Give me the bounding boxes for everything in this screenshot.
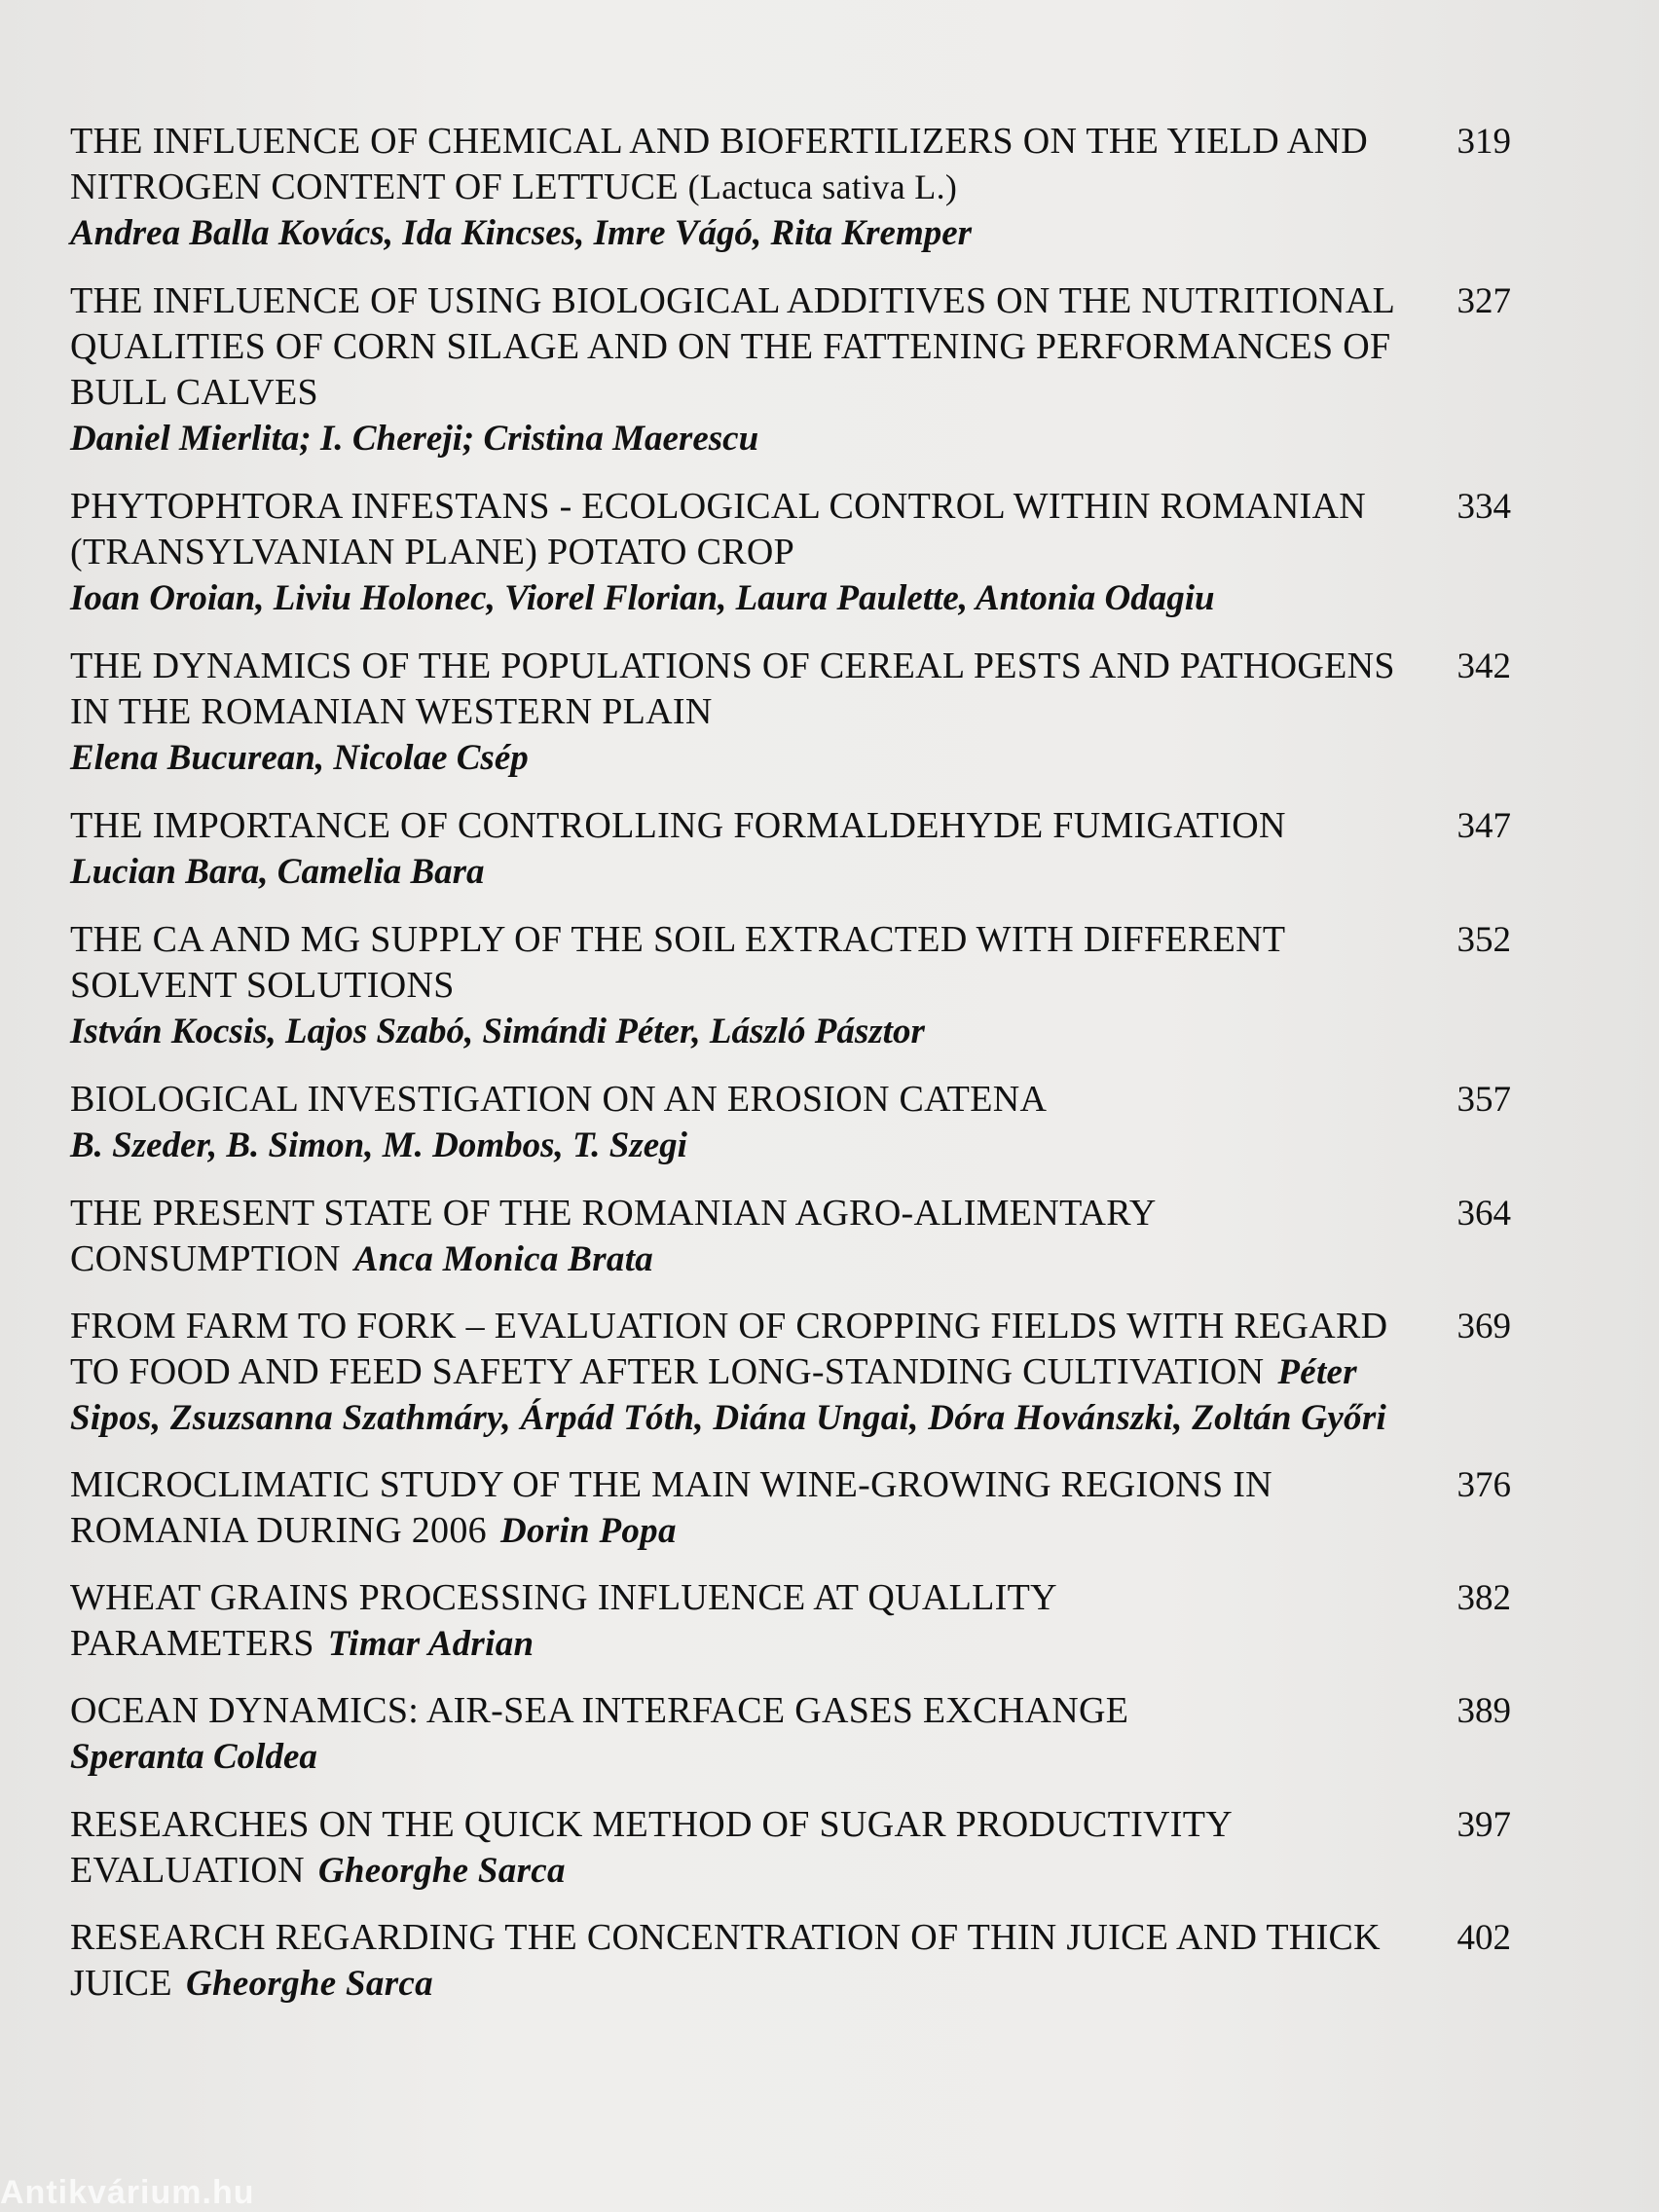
entry-authors: Timar Adrian xyxy=(327,1624,535,1664)
toc-entry xyxy=(70,119,1511,257)
toc-entry xyxy=(70,644,1511,782)
entry-title: THE CA AND MG SUPPLY OF THE SOIL EXTRACTED WITH DIFFERENT SOLVENT SOLUTIONS xyxy=(70,919,1285,1006)
toc-entry xyxy=(70,1077,1511,1169)
entry-authors: Anca Monica Brata xyxy=(353,1239,654,1279)
entry-title: OCEAN DYNAMICS: AIR-SEA INTERFACE GASES EXCHANGE xyxy=(70,1690,1129,1731)
toc-entry xyxy=(70,917,1511,1055)
entry-title: BIOLOGICAL INVESTIGATION ON AN EROSION CATENA xyxy=(70,1079,1048,1120)
table-of-contents xyxy=(70,119,1511,2028)
toc-entry xyxy=(70,278,1511,462)
entry-authors: Gheorghe Sarca xyxy=(317,1851,566,1891)
page-number: 357 xyxy=(1456,1080,1511,1120)
entry-authors: Gheorghe Sarca xyxy=(185,1964,433,2004)
entry-authors: B. Szeder, B. Simon, M. Dombos, T. Szegi xyxy=(70,1125,687,1165)
page-number: 364 xyxy=(1456,1194,1511,1234)
entry-authors: Dorin Popa xyxy=(499,1511,677,1551)
entry-title: THE DYNAMICS OF THE POPULATIONS OF CEREAL PESTS AND PATHOGENS IN THE ROMANIAN WESTERN PLAIN xyxy=(70,645,1395,732)
entry-title: THE INFLUENCE OF USING BIOLOGICAL ADDITIVES ON THE NUTRITIONAL QUALITIES OF CORN SILAGE AND ON THE FATTENING PERFORMANCES OF BULL CALVES xyxy=(70,280,1394,413)
page-number: 334 xyxy=(1456,487,1511,527)
toc-entry xyxy=(70,1688,1511,1781)
toc-entry xyxy=(70,1915,1511,2007)
toc-entry xyxy=(70,484,1511,622)
entry-title: MICROCLIMATIC STUDY OF THE MAIN WINE-GROWING REGIONS IN ROMANIA DURING 2006 Dorin Popa xyxy=(70,1464,1272,1551)
page-number: 342 xyxy=(1456,646,1511,686)
page-number: 382 xyxy=(1456,1578,1511,1618)
entry-authors: Daniel Mierlita; I. Chereji; Cristina Maerescu xyxy=(70,419,759,459)
entry-authors: Elena Bucurean, Nicolae Csép xyxy=(70,738,529,778)
entry-title: THE PRESENT STATE OF THE ROMANIAN AGRO-ALIMENTARY CONSUMPTION Anca Monica Brata xyxy=(70,1193,1156,1279)
entry-authors: István Kocsis, Lajos Szabó, Simándi Péter, László Pásztor xyxy=(70,1012,925,1051)
entry-title: FROM FARM TO FORK – EVALUATION OF CROPPING FIELDS WITH REGARD TO FOOD AND FEED SAFETY AFTER LONG-STANDING CULTIVATION Péter Sipos, Zsuzsanna Szathmáry, Árpád Tóth, Diána Ungai, Dóra Hovánszki, Zoltán Győri xyxy=(70,1306,1388,1438)
toc-entry xyxy=(70,1575,1511,1667)
toc-entry xyxy=(70,803,1511,896)
page-number: 369 xyxy=(1456,1307,1511,1346)
toc-entry xyxy=(70,1191,1511,1282)
entry-title: RESEARCH REGARDING THE CONCENTRATION OF THIN JUICE AND THICK JUICE Gheorghe Sarca xyxy=(70,1917,1381,2004)
page-number: 397 xyxy=(1456,1805,1511,1845)
page-number: 402 xyxy=(1456,1918,1511,1958)
toc-entry xyxy=(70,1462,1511,1554)
page-number: 389 xyxy=(1456,1691,1511,1731)
entry-title: THE INFLUENCE OF CHEMICAL AND BIOFERTILIZERS ON THE YIELD AND NITROGEN CONTENT OF LETTUCE (Lactuca sativa L.) xyxy=(70,121,1368,207)
entry-title: RESEARCHES ON THE QUICK METHOD OF SUGAR PRODUCTIVITY EVALUATION Gheorghe Sarca xyxy=(70,1804,1232,1891)
toc-entry xyxy=(70,1802,1511,1894)
page-number: 327 xyxy=(1456,281,1511,321)
toc-entry xyxy=(70,1304,1511,1441)
page-number: 376 xyxy=(1456,1465,1511,1505)
page-number: 347 xyxy=(1456,806,1511,846)
entry-authors: Péter Sipos, Zsuzsanna Szathmáry, Árpád Tóth, Diána Ungai, Dóra Hovánszki, Zoltán Győri xyxy=(70,1352,1387,1438)
species-name: (Lactuca sativa L.) xyxy=(687,167,958,206)
entry-title: PHYTOPHTORA INFESTANS - ECOLOGICAL CONTROL WITHIN ROMANIAN (TRANSYLVANIAN PLANE) POTATO CROP xyxy=(70,486,1366,572)
entry-title: THE IMPORTANCE OF CONTROLLING FORMALDEHYDE FUMIGATION xyxy=(70,805,1286,846)
entry-authors: Lucian Bara, Camelia Bara xyxy=(70,852,485,892)
entry-authors: Speranta Coldea xyxy=(70,1737,317,1777)
page-number: 319 xyxy=(1456,122,1511,162)
entry-title: WHEAT GRAINS PROCESSING INFLUENCE AT QUALLITY PARAMETERS Timar Adrian xyxy=(70,1577,1056,1664)
page-number: 352 xyxy=(1456,920,1511,960)
entry-authors: Andrea Balla Kovács, Ida Kincses, Imre Vágó, Rita Kremper xyxy=(70,213,973,253)
watermark: Antikvárium.hu xyxy=(0,2174,255,2211)
entry-authors: Ioan Oroian, Liviu Holonec, Viorel Florian, Laura Paulette, Antonia Odagiu xyxy=(70,578,1215,618)
